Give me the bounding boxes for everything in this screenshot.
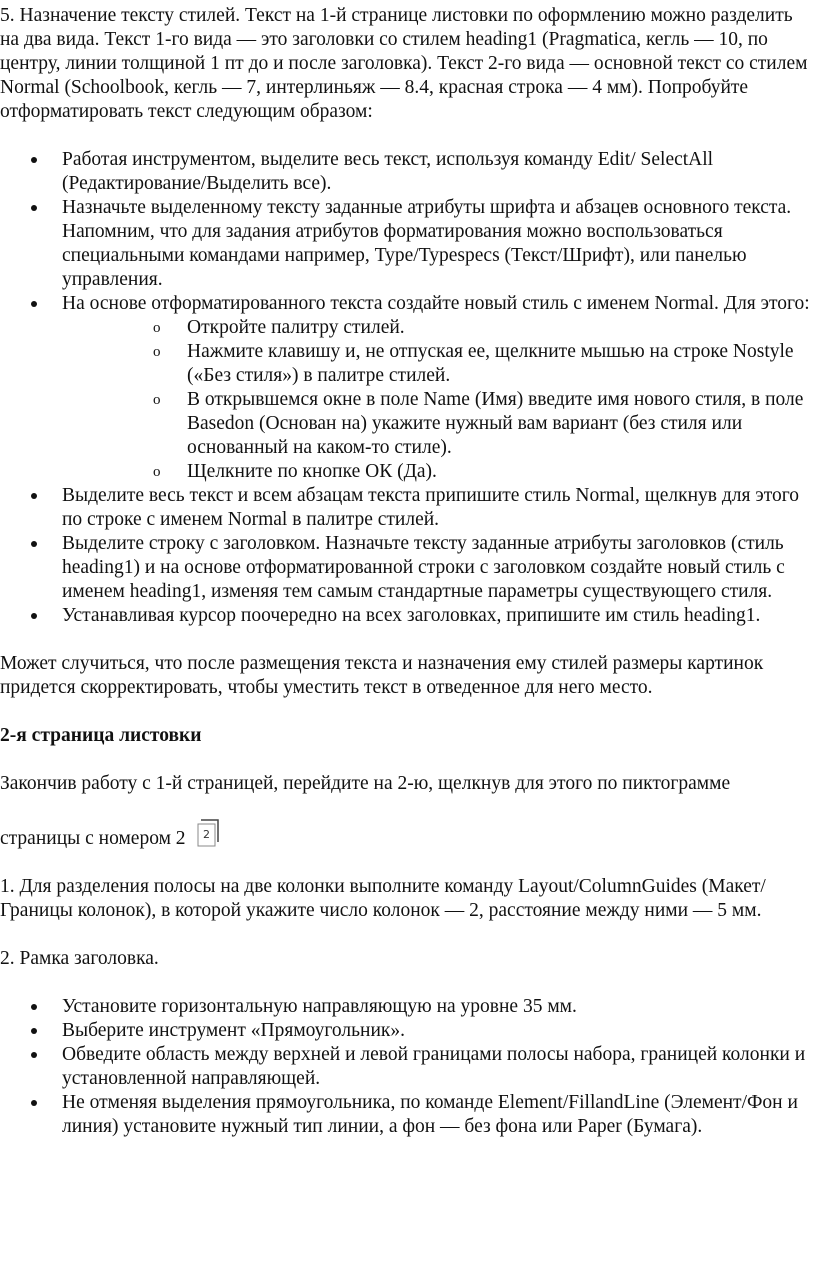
frame-steps-list (0, 995, 816, 1139)
sub-list-item: o В открывшемся окне в поле Name (Имя) введите имя нового стиля, в поле Basedon (Основан на) укажите нужный вам вариант (без стиля или основанный на каком-то стиле). (62, 388, 816, 460)
list-item: Обведите область между верхней и левой границами полосы набора, границей колонки и установленной направляющей. (0, 1043, 816, 1091)
frame-paragraph: 2. Рамка заголовка. (0, 948, 159, 969)
list-item: Выберите инструмент «Прямоугольник». (0, 1019, 816, 1043)
sub-list-item: o Нажмите клавишу и, не отпуская ее, щелкните мышью на строке Nostyle («Без стиля») в палитре стилей. (62, 340, 816, 388)
page-icon-number: 2 (202, 828, 210, 841)
list-item: Выделите весь текст и всем абзацам текста припишите стиль Normal, щелкнув для этого по строке с именем Normal в палитре стилей. (0, 484, 816, 532)
page-2-icon (196, 818, 224, 848)
intro-paragraph: 5. Назначение тексту стилей. Текст на 1-й странице листовки по оформлению можно разделить на два вида. Текст 1-го вида — это заголовки со стилем heading1 (Pragmatica, кегль — 10, по центру, линии толщиной 1 пт до и после заголовка). Текст 2-го вида — основной текст со стилем Normal (Schoolbook, кегль — 7, интерлиньяж — 8.4, красная строка — 4 мм). Попробуйте отформатировать текст следующим образом: (0, 5, 808, 122)
images-paragraph: Может случиться, что после размещения текста и назначения ему стилей размеры картинок придется скорректировать, чтобы уместить текст в отведенное для него место. (0, 653, 764, 698)
list-item: Установите горизонтальную направляющую на уровне 35 мм. (0, 995, 816, 1019)
list-item: Работая инструментом, выделите весь текст, используя команду Edit/ SelectAll (Редактирование/Выделить все). (0, 148, 816, 196)
sub-list-item: o Откройте палитру стилей. (62, 316, 816, 340)
section-heading: 2-я страница листовки (0, 725, 202, 746)
list-item: Устанавливая курсор поочередно на всех заголовках, припишите им стиль heading1. (0, 604, 816, 628)
list-item-text: На основе отформатированного текста создайте новый стиль с именем Normal. Для этого: (62, 293, 810, 314)
list-item: Не отменяя выделения прямоугольника, по команде Element/FillandLine (Элемент/Фон и линия) установите нужный тип линии, а фон — без фона или Paper (Бумага). (0, 1091, 816, 1139)
sub-steps-list (62, 316, 816, 484)
list-item (0, 292, 816, 484)
list-item: Выделите строку с заголовком. Назначьте тексту заданные атрибуты заголовков (стиль heading1) и на основе отформатированной строки с заголовком создайте новый стиль с именем heading1, изменяя тем самым стандартные параметры существующего стиля. (0, 532, 816, 604)
columns-paragraph: 1. Для разделения полосы на две колонки выполните команду Layout/ColumnGuides (Макет/Границы колонок), в которой укажите число колонок — 2, расстояние между ними — 5 мм. (0, 876, 766, 921)
list-item: Назначьте выделенному тексту заданные атрибуты шрифта и абзацев основного текста. Напомним, что для задания атрибутов форматирования можно воспользоваться специальными командами например, Type/Typespecs (Текст/Шрифт), или панелью управления. (0, 196, 816, 292)
sub-list-item: o Щелкните по кнопке ОК (Да). (62, 460, 816, 484)
steps-list (0, 148, 816, 628)
page2-paragraph-line2 (0, 818, 816, 851)
page2-paragraph-line1: Закончив работу с 1-й страницей, перейдите на 2-ю, щелкнув для этого по пиктограмме (0, 773, 731, 794)
document-page (0, 4, 816, 1139)
page2-paragraph-text: страницы с номером 2 (0, 828, 186, 849)
